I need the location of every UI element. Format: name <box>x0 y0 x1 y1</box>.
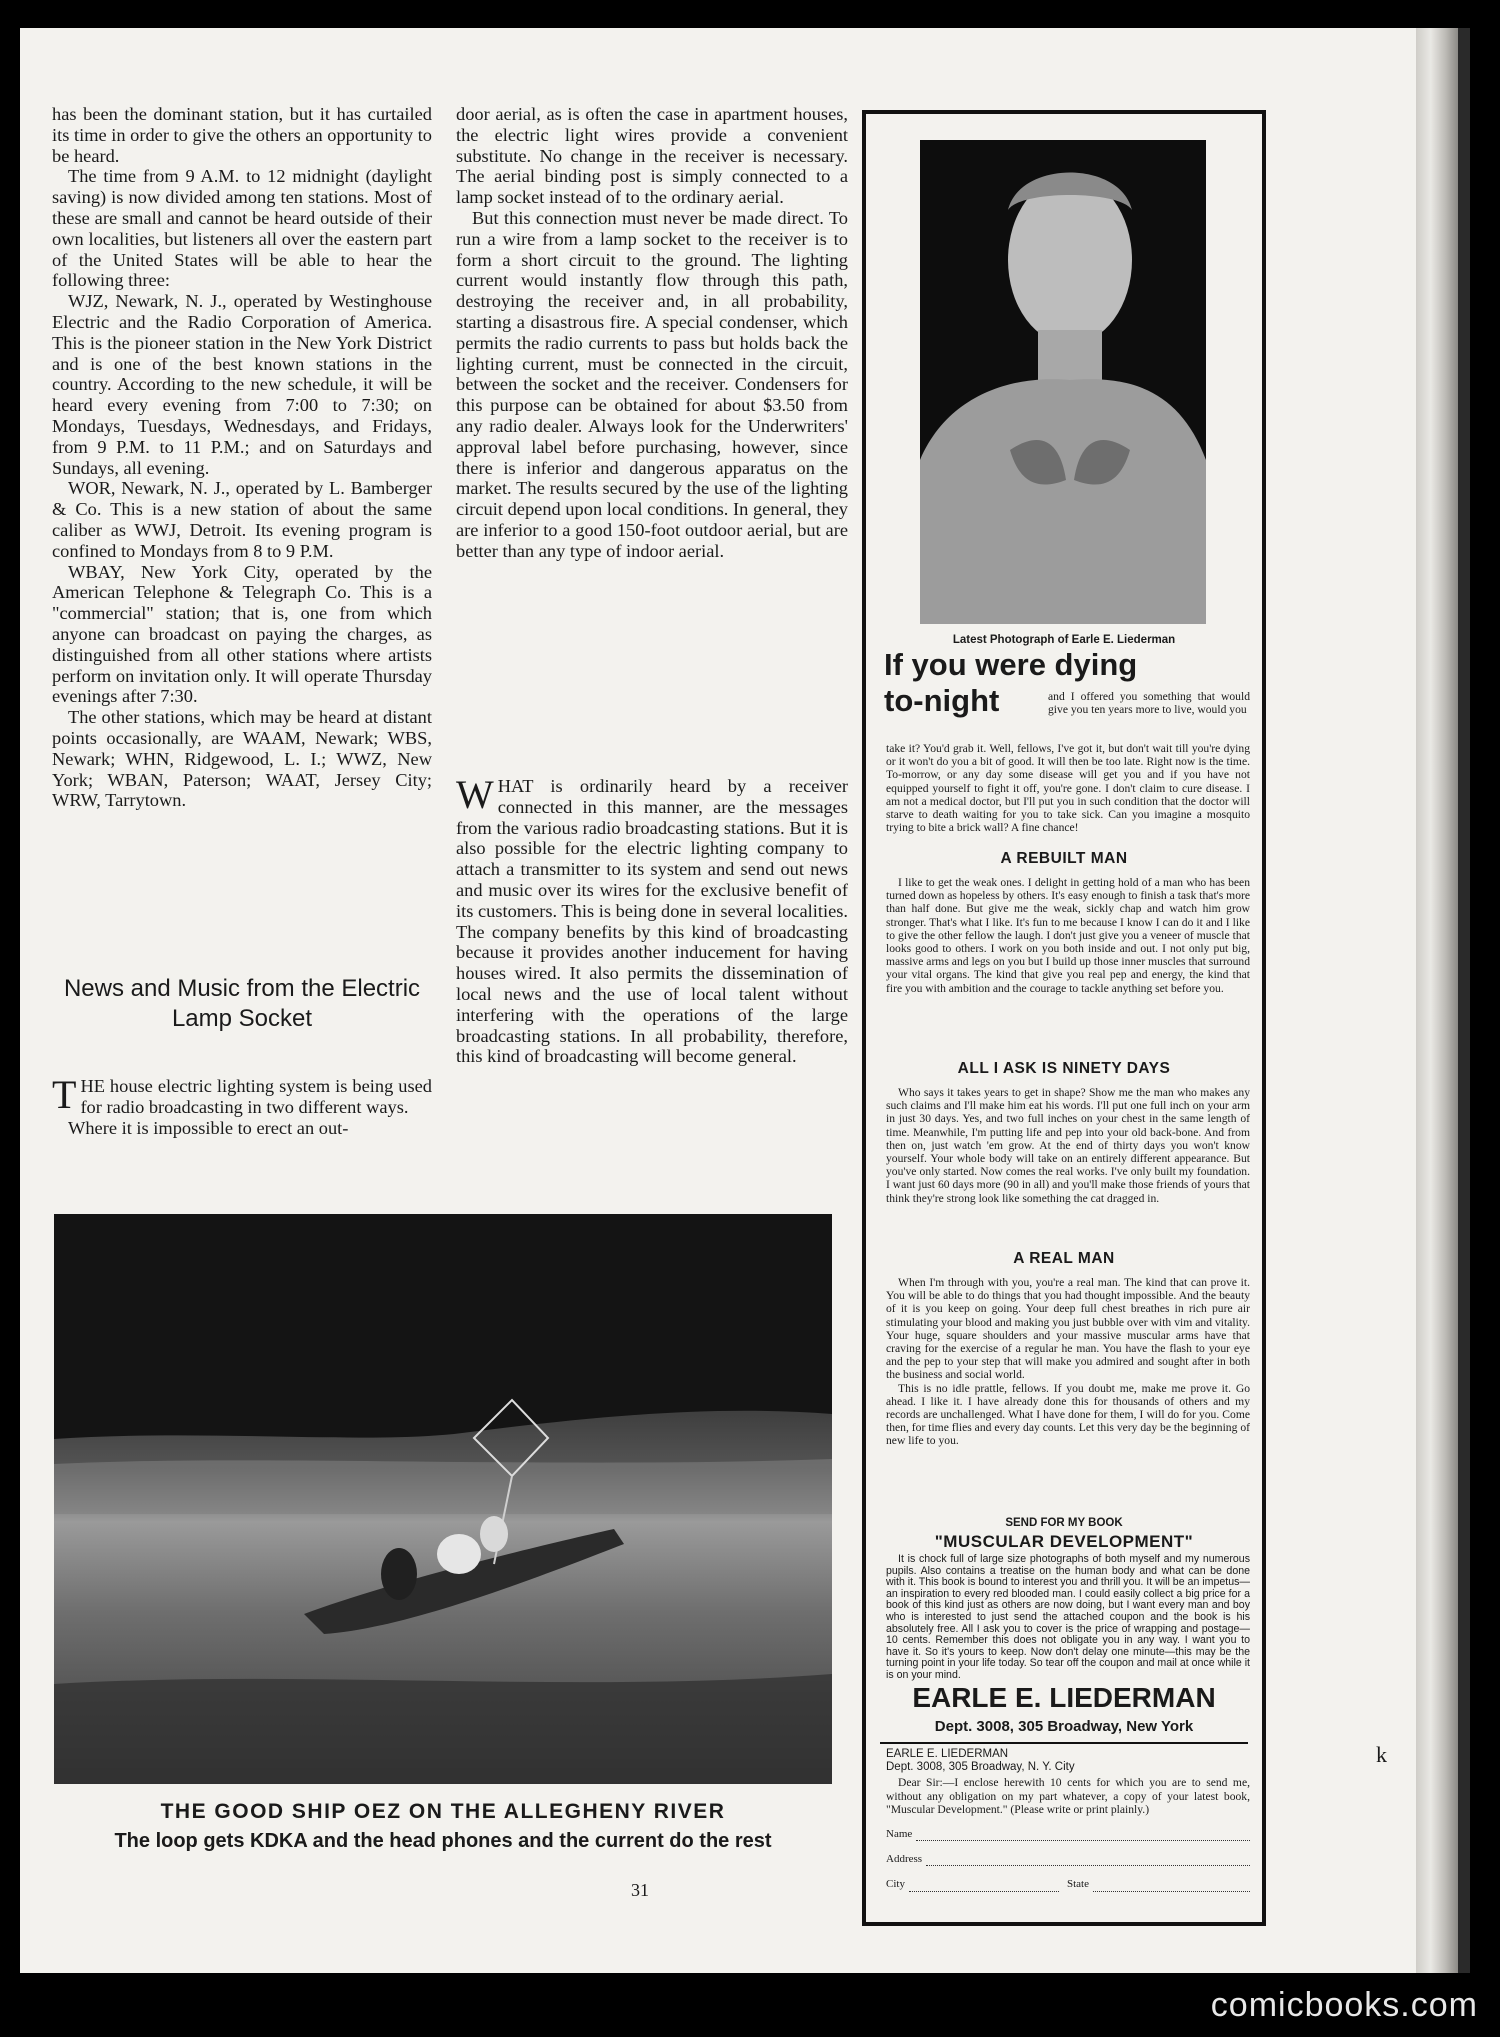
photo-caption-title: THE GOOD SHIP OEZ ON THE ALLEGHENY RIVER <box>160 1800 726 1823</box>
coupon-name-line[interactable] <box>916 1830 1250 1841</box>
coupon-city-line[interactable] <box>909 1881 1059 1892</box>
coupon-address-field[interactable] <box>886 1853 1250 1866</box>
ad-send-line: SEND FOR MY BOOK <box>1005 1517 1123 1529</box>
article-paragraph: WOR, Newark, N. J., operated by L. Bamberger & Co. This is a new station of about the same caliber as WWJ, Detroit. Its evening program is confined to Mondays from 8 to 9 P.M. <box>52 478 432 561</box>
coupon-address: Dept. 3008, 305 Broadway, N. Y. City <box>886 1761 1075 1774</box>
tree-line <box>54 1214 832 1439</box>
article-paragraph: But this connection must never be made direct. To run a wire from a lamp socket to the receiver is to form a short circuit to the ground. The lighting current would instantly flow through this path, destroying the receiver and, in all probability, starting a disastrous fire. A special condenser, which permits the radio currents to pass but holds back the lighting current, must be connected in the circuit, between the socket and the receiver. Condensers for this purpose can be obtained for about $3.50 from any radio dealer. Always look for the Underwriters' approval label before purchasing, however, since there is inferior and dangerous apparatus on the market. The results secured by the use of the lighting circuit depend upon local conditions. In general, they are inferior to a good 150-foot outdoor aerial, but are better than any type of indoor aerial. <box>456 207 848 561</box>
ad-headline-continued: to-night <box>884 683 1000 718</box>
article-paragraph: has been the dominant station, but it has curtailed its time in order to give the others an opportunity to be heard. <box>52 104 433 166</box>
portrait-torso <box>920 379 1206 624</box>
article-column-left-lower <box>52 1072 432 1138</box>
ad-paragraph: Who says it takes years to get in shape? Show me the man who makes any such claims and I'll make him eat his words. I'll put one full inch on your arm in just 30 days. Yes, and two full inches on your chest in the same length of time. Meanwhile, I'm putting life and pep into your old back-bone. And from then on, just watch 'em grow. At the end of thirty days you won't know yourself. Your whole body will take on an entirely different appearance. But you've only started. Now comes the real works. I've only built my foundation. I want just 60 days more (90 in all) and you'll make those friends of yours that think they're strong look like something the cat dragged in. <box>886 1086 1250 1205</box>
photo-caption-subtitle: The loop gets KDKA and the head phones and the current do the rest <box>114 1830 772 1852</box>
coupon-state-label: State <box>1066 1878 1089 1891</box>
article-paragraph: The other stations, which may be heard at distant points occasionally, are WAAM, Newark; WBS, Newark; WHN, Ridgewood, L. I.; WWZ, New York; WBAN, Paterson; WAAT, Jersey City; WRW, Tarrytown. <box>52 707 432 811</box>
binding-edge <box>1458 28 1470 1973</box>
portrait-caption: Latest Photograph of Earle E. Liederman <box>952 634 1176 646</box>
mail-coupon[interactable] <box>886 1748 1250 1892</box>
ad-paragraph: It is chock full of large size photographs of both myself and my numerous pupils. Also contains a treatise on the human body and what can be done with it. This book is bound to interest you and thrill you. It will be an impetus—an inspiration to every red blooded man. I could easily collect a big price for a book of this kind just as others are now doing, but I want every man and boy who is interested to just send the attached coupon and the book is his absolutely free. All I ask you to cover is the price of wrapping and postage—10 cents. Remember this does not obligate you in any way. I want you to have it. So it's yours to keep. Now don't delay one minute—this may be the turning point in your life today. So tear off the coupon and mail at once while it is on your mind. <box>886 1553 1250 1681</box>
canoe-photo-drawing <box>54 1214 832 1784</box>
coupon-city-field[interactable] <box>886 1878 1250 1891</box>
ad-subheading: A REBUILT MAN <box>1000 850 1128 867</box>
article-paragraph: WJZ, Newark, N. J., operated by Westinghouse Electric and the Radio Corporation of America. This is the pioneer station in the New York District and is one of the best known stations in the country. According to the new schedule, it will be heard every evening from 7:00 to 7:30; on Mondays, Tuesdays, Wednesdays, and Fridays, from 9 P.M. to 11 P.M.; and on Saturdays and Sundays, all evening. <box>52 291 432 478</box>
coupon-state-line[interactable] <box>1093 1881 1250 1892</box>
coupon-name-field[interactable] <box>886 1828 1250 1841</box>
ad-paragraph: and I offered you something that would give you ten years more to live, would you <box>1048 690 1250 717</box>
ad-book-description <box>886 1554 1250 1682</box>
paragraph-text: HAT is ordinarily heard by a receiver connected in this manner, are the messages from the various radio broadcasting stations. But it is also possible for the electric lighting company to attach a transmitter to its system and send out news and music over its wires for the exclusive benefit of its customers. This is being done in several localities. The company benefits by this kind of broadcasting because it provides another inducement for having houses wired. It also permits the dissemination of local news and the use of local talent without interfering with the operations of the large broadcasting stations. In all probability, therefore, this kind of broadcasting will become general. <box>456 776 848 1067</box>
coupon-address-line[interactable] <box>926 1855 1250 1866</box>
portrait-head <box>1008 176 1132 344</box>
spine-letter: k <box>1376 1742 1387 1767</box>
coupon-name-label: Name <box>886 1828 913 1841</box>
article-paragraph: The time from 9 A.M. to 12 midnight (daylight saving) is now divided among ten stations. Most of these are small and cannot be heard outside of their own localities, but listeners all over the eastern part of the United States will be able to hear the following three: <box>52 166 432 291</box>
ad-paragraph: I like to get the weak ones. I delight in getting hold of a man who has been turned down as hopeless by others. It's easy enough to finish a task that's more than half done. But give me the weak, sickly chap and watch him grow stronger. That's what I like. It's fun to me because I know I can do it and I like to give the other fellow the laugh. I don't just give you a veneer of muscle that looks good to others. I work on you both inside and out. I not only put big, massive arms and legs on you but I build up those inner muscles that surround your vital organs. The kind that give you real pep and energy, the kind that fire you with ambition and the courage to tackle anything set before you. <box>886 876 1250 995</box>
ad-headline: If you were dying <box>884 647 1138 682</box>
dark-water <box>54 1674 832 1784</box>
water-reflection <box>54 1459 832 1514</box>
ad-intro-side <box>1048 690 1250 716</box>
page-number: 31 <box>631 1880 649 1900</box>
article-column-middle <box>456 104 848 562</box>
paragraph-text: HE house electric lighting system is being used for radio broadcasting in two different ways. <box>80 1076 432 1117</box>
article-column-left <box>52 104 432 811</box>
coupon-recipient: EARLE E. LIEDERMAN <box>886 1748 1009 1760</box>
ad-paragraph: take it? You'd grab it. Well, fellows, I've got it, but don't wait till you're dying or it won't do you a bit of good. It will then be too late. Right now is the time. To-morrow, or any day some disease will get you and if you have not equipped yourself to fight it off, you're gone. I don't claim to cure disease. I am not a medical doctor, but I'll put you in such condition that the doctor will starve to death waiting for you to take sick. Can you imagine a mosquito trying to bite a brick wall? A fine chance! <box>886 742 1250 835</box>
ad-book-title: "MUSCULAR DEVELOPMENT" <box>934 1532 1194 1551</box>
ad-subheading: ALL I ASK IS NINETY DAYS <box>957 1060 1171 1077</box>
passenger-figure <box>437 1534 481 1574</box>
watermark: comicbooks.com <box>1210 1986 1478 2024</box>
binding-spine <box>1416 28 1458 1973</box>
advertiser-name: EARLE E. LIEDERMAN <box>912 1682 1216 1713</box>
ad-paragraph: When I'm through with you, you're a real man. The kind that can prove it. You will be able to do things that you had thought impossible. And the beauty of it is you keep on going. Your deep full chest breathes in rich pure air stimulating your blood and making you just bubble over with vim and vitality. Your huge, square shoulders and your massive muscular arms have that craving for the exercise of a regular he man. You have the flash to your eye and the pep to your step that will make you admired and sought after in both the business and social world. <box>886 1276 1250 1382</box>
coupon-body: Dear Sir:—I enclose herewith 10 cents for which you are to send me, without any obligation on my part whatever, a copy of your latest book, "Muscular Development." (Please write or print plainly.) <box>886 1776 1250 1816</box>
portrait-photograph <box>920 140 1206 624</box>
coupon-city-label: City <box>886 1878 905 1891</box>
ad-section <box>886 1276 1250 1448</box>
section-heading: News and Music from the Electric Lamp Socket <box>63 975 421 1032</box>
passenger-figure <box>480 1516 508 1552</box>
article-paragraph <box>456 772 848 1067</box>
passenger-figure <box>381 1548 417 1600</box>
article-paragraph <box>52 1072 432 1118</box>
drop-cap: W <box>456 772 494 817</box>
canoe-photograph <box>54 1214 832 1784</box>
article-paragraph: door aerial, as is often the case in apartment houses, the electric light wires provide a convenient substitute. No change in the receiver is necessary. The aerial binding post is simply connected to a lamp socket instead of to the ordinary aerial. <box>456 104 848 208</box>
drop-cap: T <box>52 1072 77 1117</box>
coupon-divider <box>880 1742 1248 1744</box>
article-paragraph: Where it is impossible to erect an out- <box>68 1117 349 1138</box>
ad-section <box>886 1086 1250 1205</box>
ad-paragraph: This is no idle prattle, fellows. If you doubt me, make me prove it. Go ahead. I like it. I have already done this for thousands of others and my records are unchallenged. What I have done for them, I will do for you. Come then, for time flies and every day counts. Let this very day be the beginning of new life to you. <box>886 1381 1250 1448</box>
ad-subheading: A REAL MAN <box>1013 1250 1115 1267</box>
ad-section <box>886 876 1250 995</box>
advertiser-address: Dept. 3008, 305 Broadway, New York <box>934 1718 1194 1735</box>
ad-intro <box>886 742 1250 834</box>
article-column-middle-lower <box>456 772 848 1067</box>
article-paragraph: WBAY, New York City, operated by the American Telephone & Telegraph Co. This is a "commercial" station; that is, one from which anyone can broadcast on paying the charges, as distinguished from all other stations where artists perform on invitation only. It will operate Thursday evenings after 7:30. <box>52 561 432 707</box>
coupon-address-label: Address <box>886 1853 923 1866</box>
liederman-advertisement <box>862 110 1266 1926</box>
portrait-drawing <box>920 140 1206 624</box>
